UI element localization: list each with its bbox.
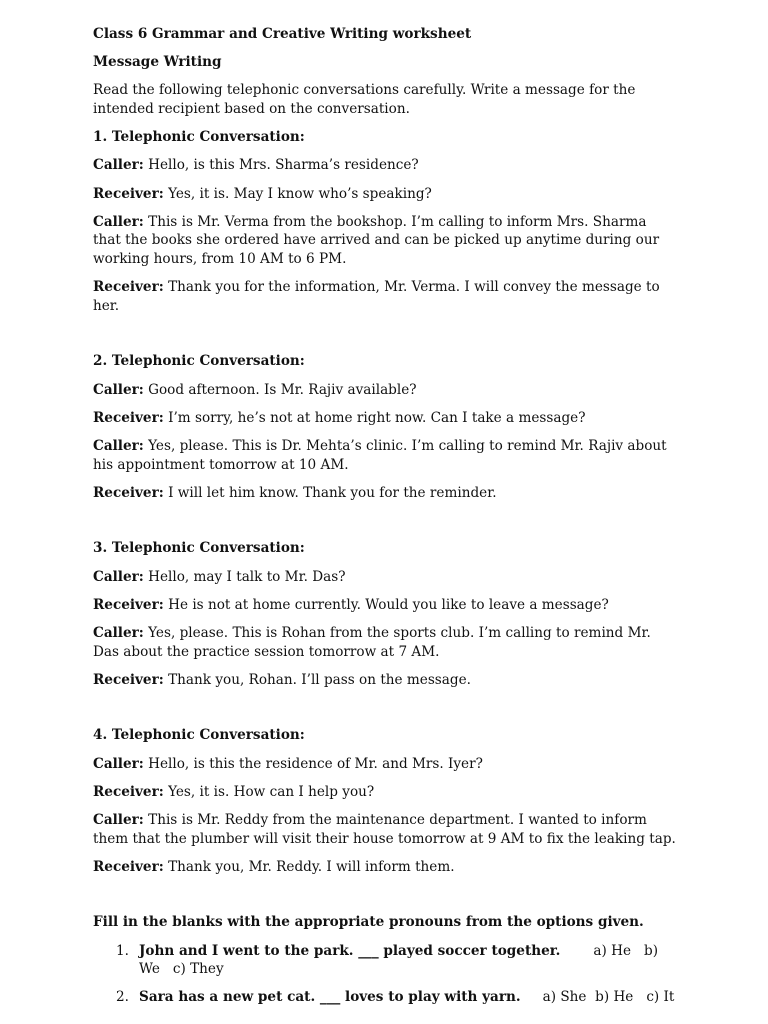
exercise-item <box>93 988 678 1007</box>
dialogue-text: Thank you, Rohan. I’ll pass on the message. <box>168 671 471 688</box>
dialogue-text: Good afternoon. Is Mr. Rajiv available? <box>148 381 417 398</box>
speaker-label: Caller: <box>93 568 144 585</box>
speaker-label: Receiver: <box>93 783 164 800</box>
section-title: Message Writing <box>93 54 222 71</box>
speaker-label: Caller: <box>93 755 144 772</box>
exercise-options: a) He b) We c) They <box>139 942 663 978</box>
speaker-label: Receiver: <box>93 671 164 688</box>
dialogue-text: I’m sorry, he’s not at home right now. Can I take a message? <box>168 409 586 426</box>
dialogue-line <box>93 409 678 428</box>
dialogue-text: Thank you, Mr. Reddy. I will inform them. <box>168 858 455 875</box>
worksheet-title: Class 6 Grammar and Creative Writing worksheet <box>93 26 472 42</box>
conversation-3 <box>93 539 678 689</box>
dialogue-text: Yes, please. This is Dr. Mehta’s clinic. I’m calling to remind Mr. Rajiv about his appointment tomorrow at 10 AM. <box>93 437 667 473</box>
speaker-label: Caller: <box>93 157 144 174</box>
dialogue-text: Yes, please. This is Rohan from the sports club. I’m calling to remind Mr. Das about the practice session tomorrow at 7 AM. <box>93 624 651 660</box>
conversation-heading: 2. Telephonic Conversation: <box>93 353 305 370</box>
dialogue-line <box>93 596 678 615</box>
dialogue-text: This is Mr. Reddy from the maintenance department. I wanted to inform them that the plumber will visit their house tomorrow at 9 AM to fix the leaking tap. <box>93 812 676 847</box>
exercise-number: 2. <box>116 989 129 1006</box>
dialogue-text: Hello, may I talk to Mr. Das? <box>148 568 346 585</box>
section-spacer <box>93 512 678 540</box>
dialogue-line <box>93 156 678 175</box>
exercise-item <box>93 942 678 979</box>
exercise-list <box>93 942 678 1007</box>
dialogue-line <box>93 381 678 400</box>
exercise-instruction: Fill in the blanks with the appropriate pronouns from the options given. <box>93 914 644 931</box>
dialogue-text: Hello, is this the residence of Mr. and Mrs. Iyer? <box>148 755 483 772</box>
section-spacer <box>93 699 678 727</box>
speaker-label: Receiver: <box>93 279 164 296</box>
speaker-label: Caller: <box>93 812 144 828</box>
dialogue-line <box>93 484 678 503</box>
dialogue-line <box>93 755 678 774</box>
conversation-2 <box>93 352 678 502</box>
dialogue-line <box>93 811 678 848</box>
section-spacer <box>93 325 678 353</box>
dialogue-line <box>93 568 678 587</box>
conversation-heading: 1. Telephonic Conversation: <box>93 129 305 146</box>
dialogue-line <box>93 783 678 802</box>
dialogue-text: Yes, it is. May I know who’s speaking? <box>168 185 432 202</box>
exercise-sentence: John and I went to the park. ___ played soccer together. <box>139 942 561 959</box>
dialogue-text: Yes, it is. How can I help you? <box>168 783 375 800</box>
conversation-heading: 3. Telephonic Conversation: <box>93 540 305 557</box>
speaker-label: Caller: <box>93 437 144 454</box>
dialogue-line <box>93 437 678 474</box>
worksheet-content <box>93 25 678 1017</box>
speaker-label: Receiver: <box>93 596 164 613</box>
dialogue-line <box>93 858 678 877</box>
speaker-label: Receiver: <box>93 858 164 875</box>
exercise-number: 1. <box>116 942 129 959</box>
speaker-label: Receiver: <box>93 185 164 202</box>
dialogue-line <box>93 624 678 661</box>
speaker-label: Receiver: <box>93 409 164 426</box>
instruction-text: Read the following telephonic conversations carefully. Write a message for the intended recipient based on the conversation. <box>93 82 636 117</box>
dialogue-text: Hello, is this Mrs. Sharma’s residence? <box>148 157 419 174</box>
dialogue-text: I will let him know. Thank you for the reminder. <box>168 484 497 501</box>
conversation-4 <box>93 726 678 876</box>
conversation-heading: 4. Telephonic Conversation: <box>93 727 305 744</box>
dialogue-line <box>93 213 678 269</box>
dialogue-line <box>93 185 678 204</box>
dialogue-line <box>93 278 678 315</box>
dialogue-text: He is not at home currently. Would you like to leave a message? <box>168 596 609 613</box>
speaker-label: Receiver: <box>93 484 164 501</box>
exercise-sentence: Sara has a new pet cat. ___ loves to play with yarn. <box>139 989 521 1006</box>
dialogue-line <box>93 671 678 690</box>
speaker-label: Caller: <box>93 624 144 641</box>
section-spacer <box>93 886 678 914</box>
conversation-1 <box>93 128 678 315</box>
dialogue-text: Thank you for the information, Mr. Verma. I will convey the message to her. <box>93 279 660 314</box>
speaker-label: Caller: <box>93 213 144 230</box>
speaker-label: Caller: <box>93 381 144 398</box>
exercise-options: a) She b) He c) It <box>542 989 675 1006</box>
dialogue-text: This is Mr. Verma from the bookshop. I’m calling to inform Mrs. Sharma that the books she ordered have arrived and can be picked up anytime during our working hours, from 10 AM to 6 PM. <box>93 213 660 267</box>
